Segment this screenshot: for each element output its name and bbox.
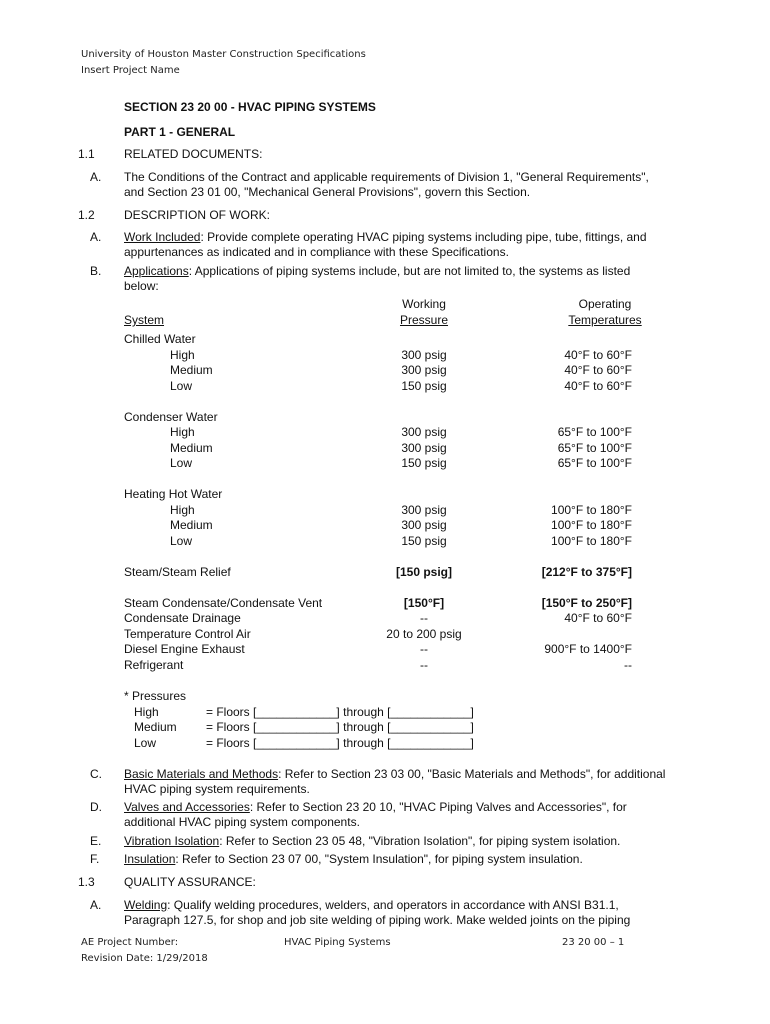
paragraph-label: Applications — [124, 264, 189, 278]
pressure-value: 300 psig — [401, 441, 447, 455]
temperature-value: [150°F to 250°F] — [541, 596, 632, 610]
article-number: 1.3 — [78, 875, 95, 889]
paragraph-text: Vibration Isolation: Refer to Section 23 05 48, "Vibration Isolation", for piping system isolation. — [124, 834, 621, 848]
pressure-value: 300 psig — [401, 503, 447, 517]
paragraph-letter: C. — [90, 767, 102, 781]
paragraph-text: below: — [124, 279, 159, 293]
system-name: Condensate Drainage — [124, 611, 241, 625]
paragraph-label: Valves and Accessories — [124, 800, 250, 814]
pressures-note-title: * Pressures — [124, 689, 187, 703]
temperature-value: 40°F to 60°F — [564, 363, 632, 377]
pressure-value: -- — [420, 658, 428, 672]
paragraph-label: Insulation — [124, 852, 176, 866]
paragraph-text: Welding: Qualify welding procedures, welders, and operators in accordance with ANSI B31.1, — [124, 898, 619, 912]
system-level: Medium — [170, 363, 213, 377]
footer-section-name: HVAC Piping Systems — [284, 937, 391, 948]
paragraph-letter: B. — [90, 264, 102, 278]
temperature-value: 40°F to 60°F — [564, 379, 632, 393]
col-header-system: System — [124, 313, 165, 327]
system-group-name: Heating Hot Water — [124, 487, 223, 501]
paragraph-text: Applications: Applications of piping systems include, but are not limited to, the systems as listed — [124, 264, 631, 278]
header-project-name: Insert Project Name — [81, 65, 180, 76]
pressure-value: 150 psig — [401, 379, 447, 393]
pressures-note-level: Low — [134, 736, 157, 750]
paragraph-label: Welding — [124, 898, 168, 912]
paragraph-text: HVAC piping system requirements. — [124, 782, 310, 796]
pressure-value: [150 psig] — [395, 565, 452, 579]
system-level: High — [170, 503, 195, 517]
pressure-value: 300 psig — [401, 518, 447, 532]
temperature-value: -- — [624, 658, 632, 672]
col-header-temperature: Temperatures — [568, 313, 642, 327]
paragraph-text: appurtenances as indicated and in compliance with these Specifications. — [124, 245, 509, 259]
temperature-value: 65°F to 100°F — [557, 456, 632, 470]
system-level: Low — [170, 456, 193, 470]
paragraph-letter: F. — [90, 852, 100, 866]
article-number: 1.1 — [78, 147, 95, 161]
paragraph-letter: D. — [90, 800, 102, 814]
col-header-temperature: Operating — [578, 297, 632, 311]
article-number: 1.2 — [78, 208, 95, 222]
paragraph-text: Basic Materials and Methods: Refer to Section 23 03 00, "Basic Materials and Methods", for additional — [124, 767, 666, 781]
temperature-value: 900°F to 1400°F — [544, 642, 632, 656]
temperature-value: [212°F to 375°F] — [541, 565, 632, 579]
system-level: Low — [170, 534, 193, 548]
pressure-value: -- — [420, 642, 428, 656]
paragraph-label: Work Included — [124, 230, 201, 244]
pressure-value: [150°F] — [403, 596, 445, 610]
system-level: Low — [170, 379, 193, 393]
paragraph-text: and Section 23 01 00, "Mechanical General Provisions", govern this Section. — [124, 185, 531, 199]
paragraph-letter: E. — [90, 834, 102, 848]
temperature-value: 40°F to 60°F — [564, 611, 632, 625]
system-group-name: Chilled Water — [124, 332, 196, 346]
system-name: Diesel Engine Exhaust — [124, 642, 245, 656]
temperature-value: 100°F to 180°F — [551, 518, 632, 532]
system-name: Refrigerant — [124, 658, 184, 672]
paragraph-text: additional HVAC piping system components. — [124, 815, 360, 829]
header-institution: University of Houston Master Construction Specifications — [81, 49, 366, 60]
pressure-value: 20 to 200 psig — [386, 627, 462, 641]
temperature-value: 40°F to 60°F — [564, 348, 632, 362]
pressure-value: 300 psig — [401, 363, 447, 377]
system-level: Medium — [170, 441, 213, 455]
footer-page-number: 23 20 00 – 1 — [562, 937, 625, 948]
temperature-value: 100°F to 180°F — [551, 534, 632, 548]
system-name: Steam/Steam Relief — [124, 565, 231, 579]
paragraph-text: Insulation: Refer to Section 23 07 00, "System Insulation", for piping system insulation. — [124, 852, 583, 866]
pressure-value: 300 psig — [401, 348, 447, 362]
footer-project-number: AE Project Number: — [81, 937, 179, 948]
system-name: Steam Condensate/Condensate Vent — [124, 596, 323, 610]
paragraph-text: Work Included: Provide complete operating HVAC piping systems including pipe, tube, fittings, and — [124, 230, 647, 244]
part-title: PART 1 - GENERAL — [124, 125, 236, 139]
temperature-value: 100°F to 180°F — [551, 503, 632, 517]
footer-revision-date: Revision Date: 1/29/2018 — [81, 953, 208, 964]
pressure-value: -- — [420, 611, 428, 625]
pressure-value: 150 psig — [401, 456, 447, 470]
paragraph-letter: A. — [90, 230, 102, 244]
system-group-name: Condenser Water — [124, 410, 218, 424]
paragraph-text: Paragraph 127.5, for shop and job site welding of piping work. Make welded joints on the piping — [124, 913, 631, 927]
pressure-value: 150 psig — [401, 534, 447, 548]
paragraph-text: The Conditions of the Contract and applicable requirements of Division 1, "General Requirements", — [124, 170, 649, 184]
col-header-pressure: Pressure — [399, 313, 449, 327]
system-level: Medium — [170, 518, 213, 532]
temperature-value: 65°F to 100°F — [557, 425, 632, 439]
article-title: DESCRIPTION OF WORK: — [124, 208, 271, 222]
col-header-pressure: Working — [402, 297, 446, 311]
system-name: Temperature Control Air — [124, 627, 251, 641]
temperature-value: 65°F to 100°F — [557, 441, 632, 455]
section-title: SECTION 23 20 00 - HVAC PIPING SYSTEMS — [124, 100, 376, 114]
article-title: RELATED DOCUMENTS: — [124, 147, 263, 161]
article-title: QUALITY ASSURANCE: — [124, 875, 256, 889]
paragraph-label: Vibration Isolation — [124, 834, 220, 848]
paragraph-text: Valves and Accessories: Refer to Section 23 20 10, "HVAC Piping Valves and Accessories", for — [124, 800, 627, 814]
pressures-note-level: Medium — [134, 720, 177, 734]
pressure-value: 300 psig — [401, 425, 447, 439]
pressures-note-floors: = Floors [____________] through [____________] — [206, 705, 474, 719]
system-level: High — [170, 348, 195, 362]
pressures-note-floors: = Floors [____________] through [____________] — [206, 720, 474, 734]
paragraph-label: Basic Materials and Methods — [124, 767, 279, 781]
pressures-note-floors: = Floors [____________] through [____________] — [206, 736, 474, 750]
pressures-note-level: High — [134, 705, 159, 719]
paragraph-letter: A. — [90, 898, 102, 912]
paragraph-letter: A. — [90, 170, 102, 184]
system-level: High — [170, 425, 195, 439]
